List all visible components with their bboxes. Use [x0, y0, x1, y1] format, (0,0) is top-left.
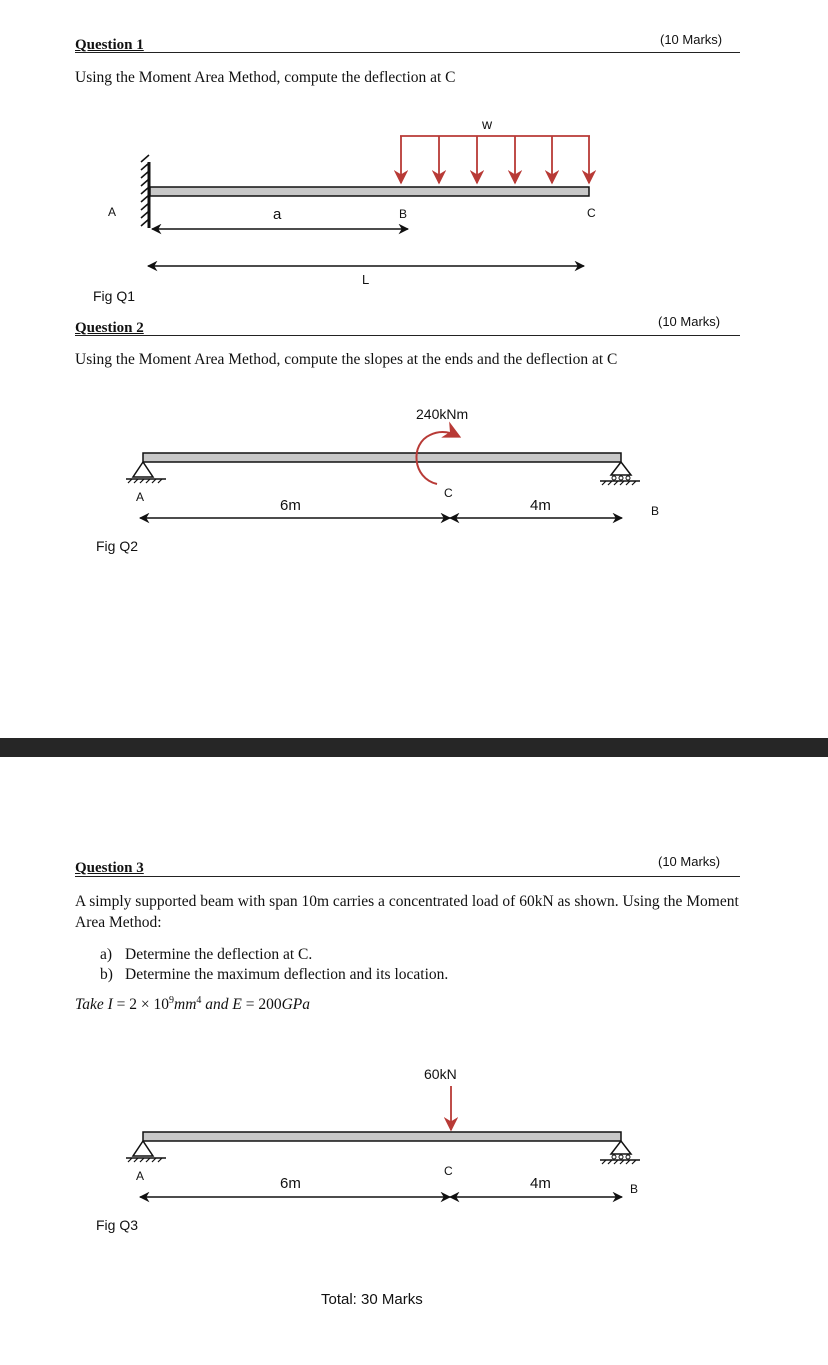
q2-rule: [75, 335, 740, 336]
fig-q3: [0, 1080, 828, 1200]
q3-item-b: [100, 964, 448, 985]
q2-dim-6m-label: 6m: [280, 497, 301, 514]
q3-item-a-marker: a): [100, 946, 113, 963]
q3-point-c-label: C: [444, 1164, 453, 1178]
q3-text: A simply supported beam with span 10m carries a concentrated load of 60kN as shown. Using the Moment Area Method:: [75, 893, 739, 931]
q2-point-c-label: C: [444, 486, 453, 500]
q3-dim-4m-label: 4m: [530, 1175, 551, 1192]
beam-q2: [143, 453, 621, 462]
take-prefix: Take: [75, 996, 108, 1014]
q1-marks: (10 Marks): [660, 32, 723, 47]
q1-point-c-label: C: [587, 206, 596, 220]
take-exp2: 4: [196, 995, 202, 1006]
q1-point-a-label: A: [108, 205, 117, 219]
q2-title: Question 2: [75, 320, 144, 336]
q1-title: Question 1: [75, 37, 144, 53]
take-i-symbol: I: [107, 996, 113, 1014]
q1-dim-l-label: L: [362, 272, 370, 287]
q3-item-b-marker: b): [100, 966, 113, 983]
take-eq1: = 2 × 10: [112, 996, 169, 1014]
q1-fig-caption: Fig Q1: [93, 288, 136, 304]
take-unit1: mm: [174, 996, 197, 1014]
q2-fig-caption: Fig Q2: [96, 538, 139, 554]
take-eq2: = 200: [241, 996, 282, 1014]
q2-point-a-label: A: [136, 490, 145, 504]
roller-support-b: [600, 462, 640, 485]
take-and: and: [201, 996, 233, 1014]
q1-point-b-label: B: [399, 207, 408, 221]
roller-support-b-q3: [600, 1141, 640, 1164]
distributed-load: [400, 136, 590, 183]
fig-q1: [0, 0, 828, 320]
q1-load-label: w: [482, 116, 493, 132]
q3-point-b-label: B: [630, 1182, 639, 1196]
q3-item-a: [100, 944, 312, 965]
q2-moment-label: 240kNm: [416, 406, 469, 422]
beam-q3: [143, 1132, 621, 1141]
pin-support-a-q3: [126, 1141, 166, 1162]
q2-marks: (10 Marks): [658, 314, 721, 329]
take-e-symbol: E: [232, 996, 242, 1014]
total-marks: Total: 30 Marks: [321, 1291, 423, 1308]
q2-dim-4m-label: 4m: [530, 497, 551, 514]
q3-dim-6m-label: 6m: [280, 1175, 301, 1192]
fixed-wall-support: [141, 155, 149, 228]
take-unit2: GPa: [281, 996, 311, 1014]
q3-item-b-text: Determine the maximum deflection and its location.: [125, 966, 449, 983]
page-separator-band: [0, 738, 828, 757]
q3-title: Question 3: [75, 860, 144, 876]
beam-q1: [150, 187, 589, 196]
q3-take-equation: [75, 995, 310, 1014]
q3-marks: (10 Marks): [658, 854, 721, 869]
q2-text: Using the Moment Area Method, compute the slopes at the ends and the deflection at C: [75, 351, 618, 368]
q3-point-a-label: A: [136, 1169, 145, 1183]
q1-text: Using the Moment Area Method, compute the deflection at C: [75, 69, 456, 86]
q2-point-b-label: B: [651, 504, 660, 518]
q3-fig-caption: Fig Q3: [96, 1217, 139, 1233]
take-exp1: 9: [169, 995, 174, 1006]
pin-support-a: [126, 462, 166, 483]
q1-dim-a-label: a: [273, 206, 282, 223]
q3-item-a-text: Determine the deflection at C.: [125, 946, 313, 963]
fig-q2: [0, 400, 828, 540]
q3-rule: [75, 876, 740, 877]
q3-load-label: 60kN: [424, 1066, 457, 1082]
